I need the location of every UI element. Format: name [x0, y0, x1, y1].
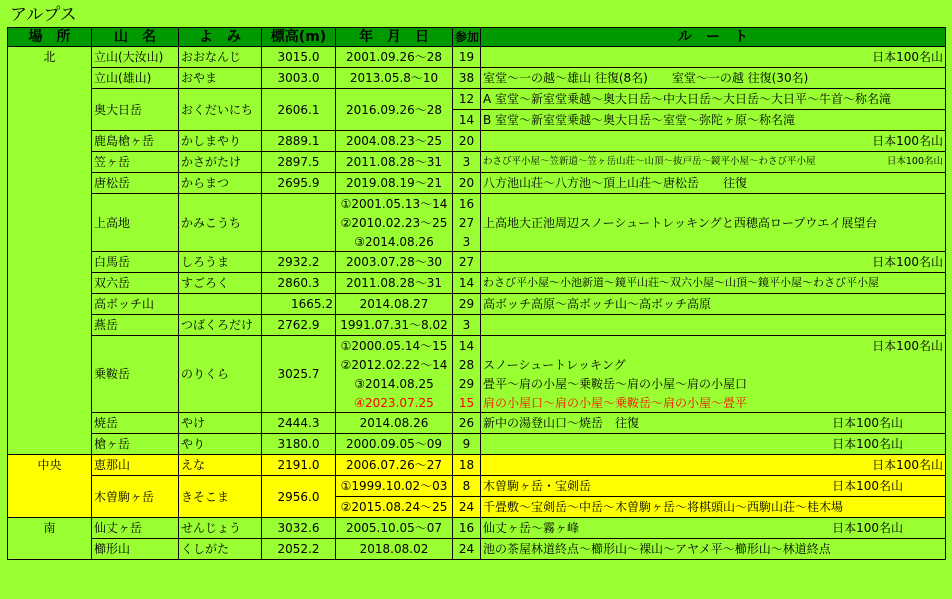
mountain-elevation: 2889.1 — [262, 131, 336, 152]
participant-count: 14 — [453, 110, 481, 131]
mountain-elevation: 2860.3 — [262, 273, 336, 294]
mountain-elevation: 2956.0 — [262, 476, 336, 518]
route-text: B 室堂～新室堂乗越～奥大日岳～室堂～弥陀ヶ原～称名滝 — [481, 110, 946, 131]
route-line — [483, 154, 943, 170]
table-row — [8, 476, 946, 497]
participant-count: 29 — [453, 294, 481, 315]
route-cell — [481, 413, 946, 434]
participant-count: 15 — [458, 395, 475, 410]
mountain-name: 唐松岳 — [92, 173, 179, 194]
table-row — [8, 89, 946, 110]
mountain-elevation: 2695.9 — [262, 173, 336, 194]
climb-date: ①2001.05.13～14 — [340, 196, 448, 211]
place-south: 南 — [8, 518, 92, 560]
climb-date: 2003.07.28～30 — [336, 252, 453, 273]
route-text: 日本100名山 — [832, 437, 903, 451]
table-row — [8, 173, 946, 194]
mountain-elevation: 1665.2 — [262, 294, 336, 315]
mountain-name: 笠ヶ岳 — [92, 152, 179, 173]
route-text: 上高地大正池周辺スノーシュートレッキングと西穂高ロープウエイ展望台 — [481, 194, 946, 252]
route-text: 日本100名山 — [481, 455, 946, 476]
mountain-name: 燕岳 — [92, 315, 179, 336]
table-row — [8, 252, 946, 273]
route-tag: 日本100名山 — [886, 156, 943, 167]
participant-count-list — [453, 336, 481, 413]
header-date: 年 月 日 — [336, 28, 453, 47]
participant-count-list — [453, 194, 481, 252]
route-text: 日本100名山 — [481, 131, 946, 152]
climb-date: 2018.08.02 — [336, 539, 453, 560]
climb-date: 2000.09.05～09 — [336, 434, 453, 455]
mountain-elevation: 3025.7 — [262, 336, 336, 413]
table-row — [8, 518, 946, 539]
mountain-elevation: 2052.2 — [262, 539, 336, 560]
mountain-yomi: おやま — [179, 68, 262, 89]
climb-date: 2005.10.05～07 — [336, 518, 453, 539]
mountain-yomi: すごろく — [179, 273, 262, 294]
participant-count: 3 — [453, 152, 481, 173]
climb-date: 2019.08.19～21 — [336, 173, 453, 194]
mountain-yomi — [179, 294, 262, 315]
route-text: スノーシュートレッキング — [483, 357, 626, 372]
route-text: 八方池山荘～八方池～頂上山荘～唐松岳 往復 — [481, 173, 946, 194]
climb-date: ①1999.10.02～03 — [336, 476, 453, 497]
climb-date: 2011.08.28～31 — [336, 152, 453, 173]
header-route: ル ー ト — [481, 28, 946, 47]
table-row — [8, 455, 946, 476]
participant-count: 27 — [453, 252, 481, 273]
mountain-name: 焼岳 — [92, 413, 179, 434]
participant-count: 28 — [458, 357, 475, 372]
climb-date: 2014.08.26 — [336, 413, 453, 434]
table-row — [8, 131, 946, 152]
route-cell — [481, 152, 946, 173]
participant-count: 8 — [453, 476, 481, 497]
route-line — [483, 478, 943, 494]
route-line — [483, 415, 943, 431]
table-row — [8, 47, 946, 68]
participant-count: 3 — [453, 315, 481, 336]
mountain-yomi: おくだいにち — [179, 89, 262, 131]
climb-date: 2006.07.26～27 — [336, 455, 453, 476]
place-north: 北 — [8, 47, 92, 455]
route-tag: 日本100名山 — [832, 416, 903, 430]
climb-date: 2016.09.26～28 — [336, 89, 453, 131]
mountain-yomi: やけ — [179, 413, 262, 434]
mountain-name: 奥大日岳 — [92, 89, 179, 131]
header-count: 参加 — [453, 28, 481, 47]
route-cell — [481, 476, 946, 497]
table-row — [8, 194, 946, 252]
mountain-yomi: からまつ — [179, 173, 262, 194]
mountain-yomi: かみこうち — [179, 194, 262, 252]
participant-count: 29 — [458, 376, 475, 391]
participant-count: 12 — [453, 89, 481, 110]
route-text: 日本100名山 — [481, 47, 946, 68]
mountain-elevation: 2191.0 — [262, 455, 336, 476]
mountain-yomi: つばくろだけ — [179, 315, 262, 336]
mountain-yomi: くしがた — [179, 539, 262, 560]
table-row — [8, 434, 946, 455]
mountain-name: 双六岳 — [92, 273, 179, 294]
mountain-yomi: おおなんじ — [179, 47, 262, 68]
page-title: アルプス — [10, 5, 77, 25]
header-name: 山 名 — [92, 28, 179, 47]
mountain-name: 白馬岳 — [92, 252, 179, 273]
route-line — [483, 520, 943, 536]
mountain-name: 槍ヶ岳 — [92, 434, 179, 455]
participant-count: 18 — [453, 455, 481, 476]
route-text: 日本100名山 — [872, 338, 943, 353]
climb-date: 1991.07.31～8.02 — [336, 315, 453, 336]
mountain-yomi: かさがたけ — [179, 152, 262, 173]
route-text: 畳平～肩の小屋～乗鞍岳～肩の小屋～肩の小屋口 — [483, 376, 748, 391]
mountain-yomi: のりくら — [179, 336, 262, 413]
mountain-name: 立山(雄山) — [92, 68, 179, 89]
table-row — [8, 152, 946, 173]
header-elevation: 標高(m) — [262, 28, 336, 47]
participant-count: 19 — [453, 47, 481, 68]
route-line — [483, 436, 943, 452]
mountain-elevation — [262, 194, 336, 252]
table-row — [8, 273, 946, 294]
route-text: 仙丈ヶ岳～霧ヶ峰 — [483, 521, 580, 535]
climb-date: 2013.05.8～10 — [336, 68, 453, 89]
mountain-elevation: 2897.5 — [262, 152, 336, 173]
mountain-elevation: 2606.1 — [262, 89, 336, 131]
header-row — [8, 28, 946, 47]
route-text: 千畳敷～宝剣岳～中岳～木曽駒ヶ岳～将棋頭山～西駒山荘～桂木場 — [481, 497, 946, 518]
place-center: 中央 — [8, 455, 92, 518]
mountain-name: 仙丈ヶ岳 — [92, 518, 179, 539]
mountain-name: 乗鞍岳 — [92, 336, 179, 413]
climb-date: 2011.08.28～31 — [336, 273, 453, 294]
climb-date-list — [336, 336, 453, 413]
mountain-yomi: きそこま — [179, 476, 262, 518]
mountain-yomi: せんじょう — [179, 518, 262, 539]
route-text: 肩の小屋口～肩の小屋～乗鞍岳～肩の小屋～畳平 — [483, 395, 748, 410]
participant-count: 3 — [462, 234, 471, 249]
climb-date-list — [336, 194, 453, 252]
climb-date: ②2015.08.24～25 — [336, 497, 453, 518]
header-place: 場 所 — [8, 28, 92, 47]
participant-count: 38 — [453, 68, 481, 89]
mountain-elevation: 2762.9 — [262, 315, 336, 336]
climb-date: 2001.09.26～28 — [336, 47, 453, 68]
climb-date: 2014.08.27 — [336, 294, 453, 315]
route-text: 池の茶屋林道終点～櫛形山～裸山～アヤメ平～櫛形山～林道終点 — [481, 539, 946, 560]
mountain-name: 木曽駒ヶ岳 — [92, 476, 179, 518]
mountain-name: 高ボッチ山 — [92, 294, 179, 315]
mountain-table — [7, 27, 946, 560]
mountain-yomi: しろうま — [179, 252, 262, 273]
route-text: わさび平小屋～笠新道～笠ヶ岳山荘～山頂～抜戸岳～鏡平小屋～わさび平小屋 — [483, 156, 816, 167]
mountain-yomi: かしまやり — [179, 131, 262, 152]
header-yomi: よ み — [179, 28, 262, 47]
climb-date: ②2012.02.22～14 — [340, 357, 448, 372]
route-cell — [481, 518, 946, 539]
participant-count: 20 — [453, 173, 481, 194]
climb-date: ③2014.08.26 — [354, 234, 434, 249]
mountain-elevation: 3015.0 — [262, 47, 336, 68]
route-text — [481, 315, 946, 336]
climb-date: ③2014.08.25 — [354, 376, 434, 391]
participant-count: 9 — [453, 434, 481, 455]
mountain-elevation: 2444.3 — [262, 413, 336, 434]
table-row — [8, 315, 946, 336]
mountain-elevation: 2932.2 — [262, 252, 336, 273]
mountain-name: 恵那山 — [92, 455, 179, 476]
climb-date: ④2023.07.25 — [354, 395, 434, 410]
table-row — [8, 413, 946, 434]
route-text: 日本100名山 — [481, 252, 946, 273]
route-text: 木曽駒ヶ岳・宝剣岳 — [483, 479, 592, 493]
route-text: A 室堂～新室堂乗越～奥大日岳～中大日岳～大日岳～大日平～牛首～称名滝 — [481, 89, 946, 110]
climb-date: ①2000.05.14～15 — [340, 338, 448, 353]
participant-count: 27 — [458, 215, 475, 230]
mountain-yomi: えな — [179, 455, 262, 476]
participant-count: 14 — [453, 273, 481, 294]
participant-count: 26 — [453, 413, 481, 434]
participant-count: 20 — [453, 131, 481, 152]
route-text: 高ボッチ高原～高ボッチ山～高ボッチ高原 — [481, 294, 946, 315]
route-text: 室堂～一の越～雄山 往復(8名) 室堂～一の越 往復(30名) — [481, 68, 946, 89]
mountain-elevation: 3180.0 — [262, 434, 336, 455]
participant-count: 16 — [458, 196, 475, 211]
mountain-name: 立山(大汝山) — [92, 47, 179, 68]
participant-count: 14 — [458, 338, 475, 353]
mountain-name: 櫛形山 — [92, 539, 179, 560]
table-row — [8, 294, 946, 315]
table-row — [8, 336, 946, 413]
route-cell — [481, 434, 946, 455]
mountain-elevation: 3032.6 — [262, 518, 336, 539]
mountain-name: 鹿島槍ヶ岳 — [92, 131, 179, 152]
route-tag: 日本100名山 — [832, 521, 903, 535]
route-list — [481, 336, 946, 413]
mountain-name: 上高地 — [92, 194, 179, 252]
route-tag: 日本100名山 — [832, 479, 903, 493]
climb-date: 2004.08.23～25 — [336, 131, 453, 152]
route-text: わさび平小屋～小池新道～鏡平山荘～双六小屋～山頂～鏡平小屋～わさび平小屋 — [481, 273, 946, 294]
participant-count: 16 — [453, 518, 481, 539]
route-text: 新中の湯登山口～焼岳 往復 — [483, 416, 640, 430]
climb-date: ②2010.02.23～25 — [340, 215, 448, 230]
participant-count: 24 — [453, 497, 481, 518]
mountain-elevation: 3003.0 — [262, 68, 336, 89]
table-row — [8, 539, 946, 560]
participant-count: 24 — [453, 539, 481, 560]
mountain-yomi: やり — [179, 434, 262, 455]
table-row — [8, 68, 946, 89]
